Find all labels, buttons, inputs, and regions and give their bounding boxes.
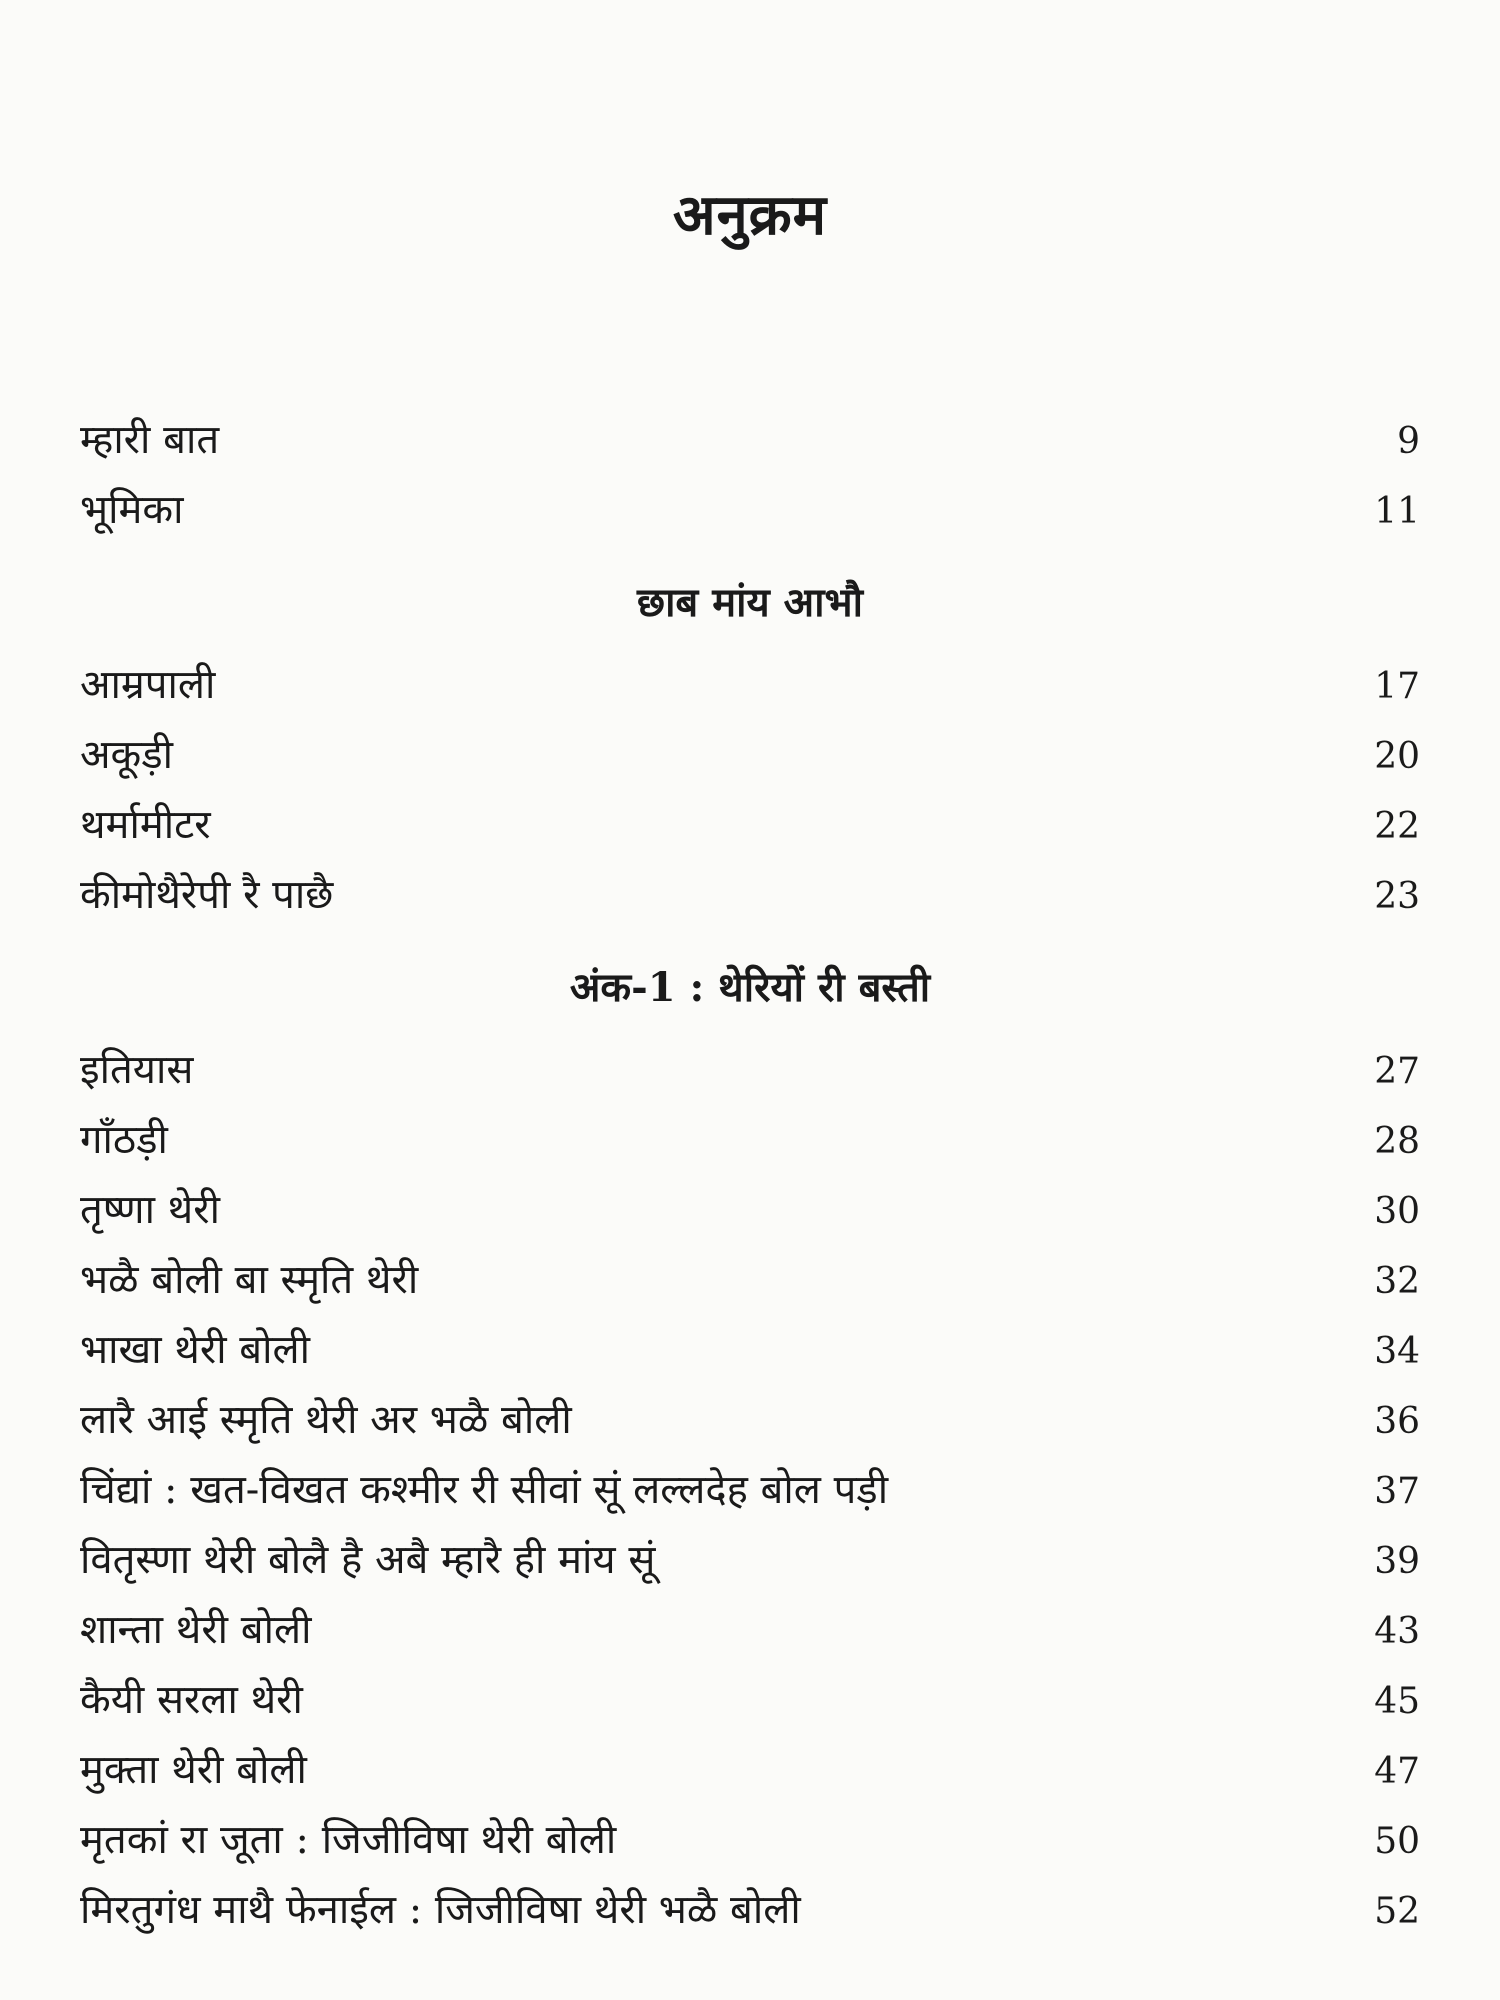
entry-title: मृतकां रा जूता : जिजीविषा थेरी बोली (80, 1817, 617, 1863)
entry-title: इतियास (80, 1047, 194, 1093)
entry-title: थर्मामीटर (80, 802, 211, 848)
entry-page-number: 36 (1374, 1401, 1420, 1442)
entry-page-number: 22 (1374, 806, 1420, 847)
section-heading: छाब मांय आभौ (637, 579, 863, 626)
entry-title: लारै आई स्मृति थेरी अर भळै बोली (80, 1397, 572, 1443)
toc-entry (80, 1600, 1420, 1670)
toc-entry (80, 1880, 1420, 1950)
entry-page-number: 43 (1374, 1611, 1420, 1652)
entry-title: मुक्ता थेरी बोली (80, 1747, 307, 1793)
entry-page-number: 28 (1374, 1121, 1420, 1162)
entry-page-number: 50 (1374, 1821, 1420, 1862)
entry-page-number: 34 (1374, 1331, 1420, 1372)
entry-title: कैयी सरला थेरी (80, 1677, 303, 1723)
toc-entry (80, 1320, 1420, 1390)
toc-entry (80, 1180, 1420, 1250)
toc-entry (80, 480, 1420, 550)
toc-entry (80, 1460, 1420, 1530)
entry-title: भाखा थेरी बोली (80, 1327, 310, 1373)
toc-entry (80, 1740, 1420, 1810)
entry-title: अकूड़ी (80, 732, 174, 778)
page-title: अनुक्रम (672, 182, 828, 248)
toc-entry (80, 865, 1420, 935)
toc-entry (80, 1810, 1420, 1880)
toc-entry (80, 1040, 1420, 1110)
toc-entry (80, 410, 1420, 480)
entry-page-number: 17 (1374, 666, 1420, 707)
section-heading: अंक-1 : थेरियों री बस्ती (569, 964, 931, 1011)
toc-entry (80, 1110, 1420, 1180)
entry-page-number: 23 (1374, 876, 1420, 917)
toc-entry (80, 1250, 1420, 1320)
entry-title: शान्ता थेरी बोली (80, 1607, 312, 1653)
toc-entry (80, 1390, 1420, 1460)
entry-title: भूमिका (80, 487, 184, 533)
entry-title: मिरतुगंध माथै फेनाईल : जिजीविषा थेरी भळै बोली (80, 1887, 801, 1933)
toc-entry (80, 1670, 1420, 1740)
entry-page-number: 32 (1374, 1261, 1420, 1302)
entry-page-number: 47 (1374, 1751, 1420, 1792)
entry-page-number: 9 (1397, 421, 1420, 462)
entry-title: तृष्णा थेरी (80, 1187, 220, 1233)
entry-page-number: 20 (1374, 736, 1420, 777)
entry-page-number: 39 (1374, 1541, 1420, 1582)
entry-page-number: 45 (1374, 1681, 1420, 1722)
toc-entry (80, 725, 1420, 795)
toc-entry (80, 655, 1420, 725)
entry-page-number: 27 (1374, 1051, 1420, 1092)
entry-title: भळै बोली बा स्मृति थेरी (80, 1257, 419, 1303)
entry-title: कीमोथैरेपी रै पाछै (80, 872, 334, 918)
entry-title: आम्रपाली (80, 662, 216, 708)
toc-list (80, 410, 1420, 1950)
toc-entry (80, 795, 1420, 865)
entry-title: वितृस्णा थेरी बोलै है अबै म्हारै ही मांय सूं (80, 1537, 656, 1583)
entry-page-number: 37 (1374, 1471, 1420, 1512)
entry-title: म्हारी बात (80, 417, 220, 463)
toc-entry (80, 1530, 1420, 1600)
entry-title: चिंद्यां : खत-विखत कश्मीर री सीवां सूं लल्लदेह बोल पड़ी (80, 1467, 889, 1513)
entry-page-number: 30 (1374, 1191, 1420, 1232)
entry-page-number: 52 (1374, 1891, 1420, 1932)
entry-page-number: 11 (1374, 491, 1420, 532)
entry-title: गाँठड़ी (80, 1117, 168, 1163)
